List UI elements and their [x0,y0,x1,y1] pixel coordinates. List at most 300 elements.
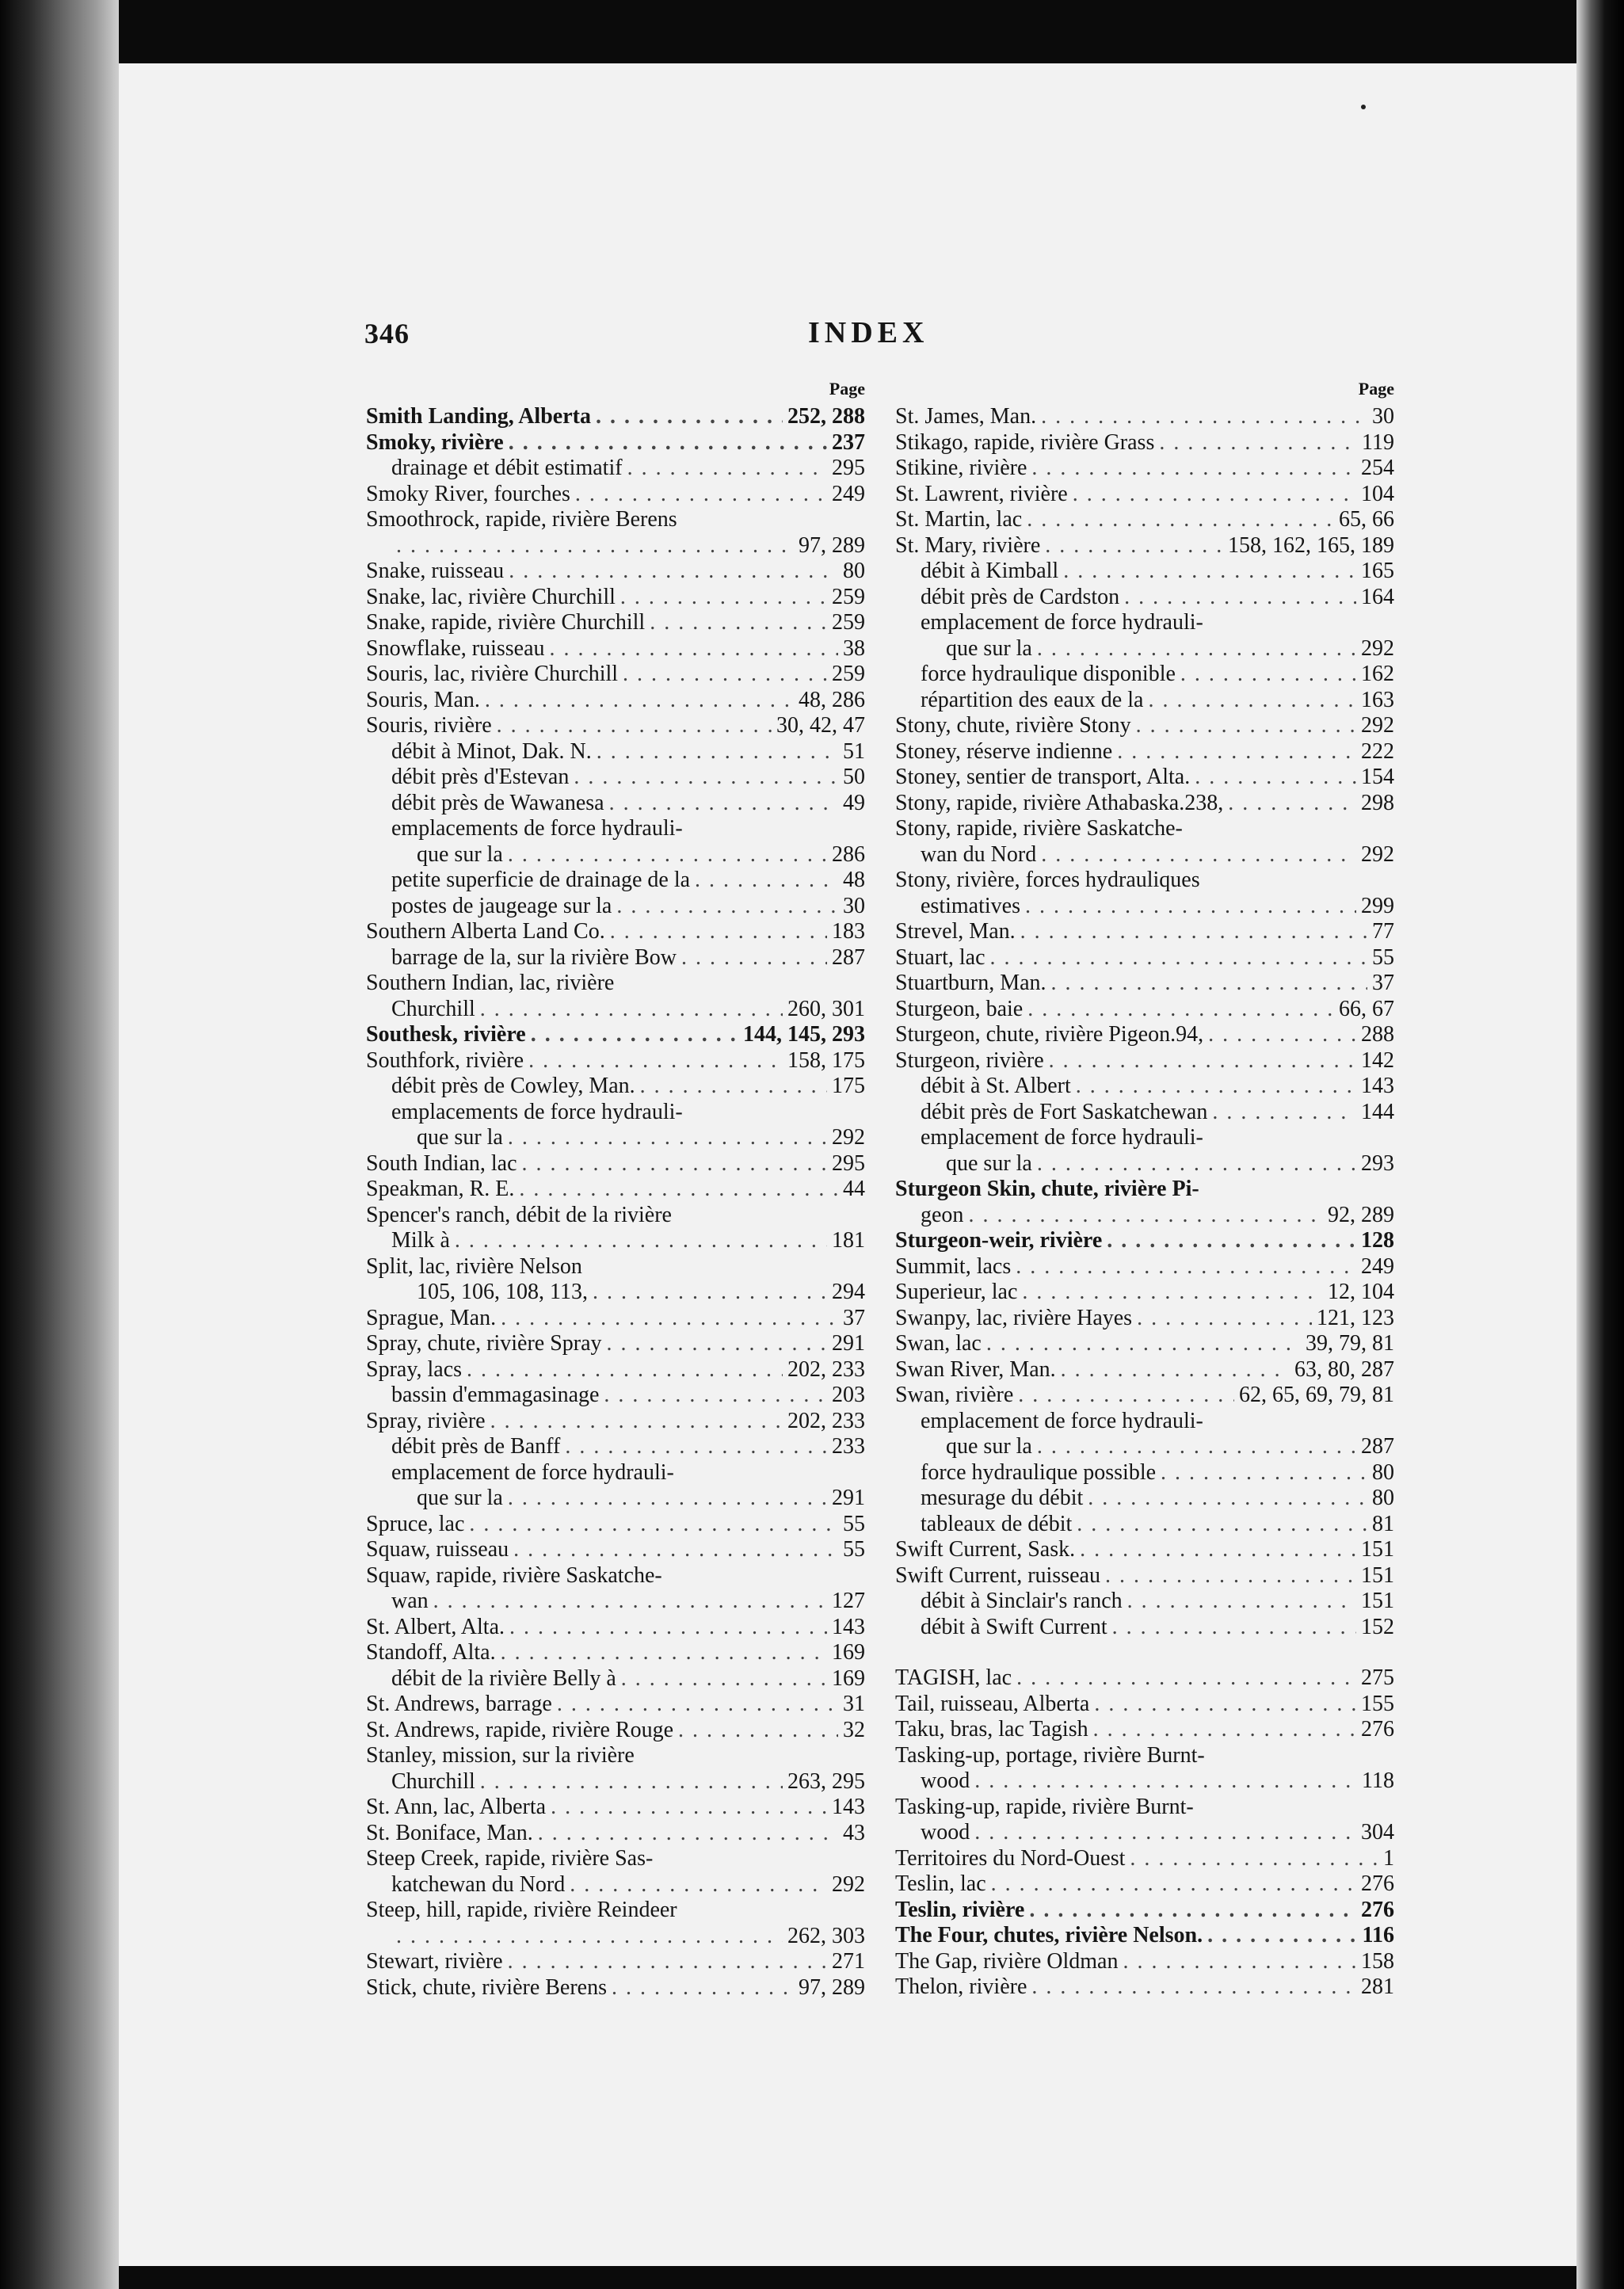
index-entry-label: St. Andrews, barrage [366,1692,552,1716]
dot-leader [640,1074,827,1100]
index-entry-label: Souris, Man. [366,687,480,712]
index-entry [366,1357,865,1383]
dot-leader [1029,1898,1356,1924]
index-entry [895,1254,1394,1280]
index-entry-label: Milk à [391,1228,450,1253]
book-spine-right [1576,0,1624,2289]
index-entry-pages: 260, 301 [787,996,865,1021]
index-entry [366,1949,865,1975]
index-entry-pages: 151 [1361,1537,1394,1562]
dot-leader [469,1512,838,1538]
dot-leader [1063,559,1356,585]
index-entry-label: Snowflake, ruisseau [366,635,545,661]
index-entry-label: Territoires du Nord-Ouest [895,1845,1126,1871]
index-entry-pages: 259 [832,584,865,609]
index-entry-pages: 222 [1361,738,1394,764]
index-entry-label: débit à Kimball [921,559,1059,583]
index-entry [366,1177,865,1203]
index-entry-label: katchewan du Nord [391,1871,566,1897]
index-entry-pages: 50 [843,765,865,789]
index-entry-label: St. Lawrent, rivière [895,481,1068,506]
dot-leader [1031,1974,1356,2001]
dot-leader [1208,1022,1356,1048]
dot-leader [396,533,794,559]
index-entry-pages: 30, 42, 47 [776,713,865,738]
index-entry-pages: 30 [843,893,865,918]
index-entry-pages: 97, 289 [799,1974,865,2000]
index-entry-label: emplacement de force hydrauli- [921,1408,1203,1433]
dot-leader [508,1486,827,1512]
index-entry-pages: 49 [843,790,865,815]
index-entry-label: Spruce, lac [366,1511,465,1536]
dot-leader [538,1821,838,1847]
index-entry-pages: 295 [832,1150,865,1176]
index-entry-pages: 128 [1361,1228,1394,1253]
index-entry [895,404,1394,430]
index-entry-pages: 39, 79, 81 [1306,1331,1394,1356]
dot-leader [1130,1846,1378,1872]
index-entry [895,1923,1394,1949]
index-entry [895,1048,1394,1074]
index-entry-pages: 119 [1362,429,1394,455]
dot-leader [1041,404,1367,430]
index-entry-pages: 292 [832,1871,865,1897]
index-entry-label: débit à St. Albert [921,1074,1071,1098]
index-entry [366,610,865,636]
index-entry [895,610,1394,636]
dot-leader [509,430,827,456]
index-entry-pages: 80 [1372,1459,1394,1485]
index-entry-label: Steep, hill, rapide, rivière Reindeer [366,1898,677,1922]
index-entry [895,688,1394,714]
index-entry-label: que sur la [417,1486,503,1510]
index-entry-label: Sturgeon, rivière [895,1047,1044,1073]
index-entry-label: St. Andrews, rapide, rivière Rouge [366,1717,674,1742]
dot-leader [551,1795,827,1821]
index-entry [366,1100,865,1126]
index-entry-pages: 291 [832,1331,865,1356]
index-entry [366,482,865,508]
index-entry-label: Stony, rapide, rivière Saskatche- [895,816,1183,841]
page-column-label: Page [829,379,865,399]
dot-leader [620,585,827,611]
page-title: INDEX [808,316,929,349]
index-entry [895,662,1394,688]
index-entry-pages: 249 [1361,1253,1394,1279]
index-entry [895,1846,1394,1872]
index-entry-label: Spray, lacs [366,1356,463,1382]
index-entry [366,1589,865,1615]
index-entry [895,482,1394,508]
index-entry [895,1795,1394,1821]
index-entry [895,1228,1394,1254]
index-entry [895,997,1394,1023]
index-entry-pages: 154 [1361,765,1394,789]
index-entry-label: Spray, chute, rivière Spray [366,1331,602,1356]
index-entry-label: débit près de Banff [391,1434,561,1459]
index-entry-pages: 288 [1361,1022,1394,1047]
index-entry-pages: 66, 67 [1339,996,1394,1021]
index-entry [366,1769,865,1795]
index-entry [895,713,1394,739]
index-entry-label: emplacements de force hydrauli- [391,816,683,841]
index-entry-pages: 118 [1362,1768,1394,1793]
index-entry-label: que sur la [417,1125,503,1150]
index-entry-label: Swift Current, ruisseau [895,1562,1100,1588]
index-entry [366,971,865,997]
index-entry [895,1100,1394,1126]
index-entry-pages: 92, 289 [1328,1202,1394,1227]
index-entry [895,1151,1394,1177]
index-entry [895,791,1394,817]
index-entry [895,1177,1394,1203]
index-entry-pages: 169 [832,1665,865,1691]
index-entry [895,1383,1394,1409]
index-entry-pages: 1 [1383,1845,1394,1871]
index-entry-pages: 183 [832,919,865,944]
index-entry [366,636,865,662]
index-entry [895,1717,1394,1743]
dot-leader [968,1203,1323,1229]
index-entry [366,1228,865,1254]
index-entry-label: bassin d'emmagasinage [391,1383,600,1407]
index-entry [895,739,1394,765]
index-entry-label: Sturgeon, chute, rivière Pigeon.94, [895,1022,1204,1047]
index-entry [366,1306,865,1332]
index-entry-pages: 63, 80, 287 [1294,1356,1394,1382]
index-entry-pages: 158, 162, 165, 189 [1228,532,1394,558]
index-entry [366,1846,865,1872]
index-entry-pages: 295 [832,456,865,480]
index-entry [366,1718,865,1744]
index-entry [366,1512,865,1538]
index-entry [895,1949,1394,1975]
index-entry-label: barrage de la, sur la rivière Bow [391,944,677,970]
index-entry-label: emplacement de force hydrauli- [921,610,1203,635]
index-entry-label: estimatives [921,893,1020,918]
dot-leader [695,868,838,894]
index-entry-pages: 142 [1361,1047,1394,1073]
index-entry-label: débit de la rivière Belly à [391,1665,616,1691]
index-entry [895,1460,1394,1486]
index-entry-pages: 144 [1361,1099,1394,1124]
dot-leader [522,1151,827,1177]
index-entry-pages: 163 [1361,687,1394,712]
dot-leader [531,1022,738,1048]
index-entry [895,1665,1394,1692]
index-entry-label: Stanley, mission, sur la rivière [366,1743,635,1768]
index-entry-pages: 143 [832,1614,865,1639]
index-entry-label: Sturgeon-weir, rivière [895,1228,1103,1253]
index-entry [366,1151,865,1177]
index-entry [366,791,865,817]
index-entry-label: Tail, ruisseau, Alberta [895,1691,1090,1716]
index-entry [366,1280,865,1306]
index-entry-label: petite superficie de drainage de la [391,868,691,892]
index-entry-label: Thelon, rivière [895,1974,1027,1999]
index-entry-pages: 275 [1361,1665,1394,1690]
index-entry [366,894,865,920]
index-entry [895,1589,1394,1615]
index-entry-pages: 202, 233 [787,1356,865,1382]
index-entry [895,1306,1394,1332]
index-entry [366,1537,865,1563]
index-entry-label: Stony, chute, rivière Stony [895,713,1131,738]
index-entry-pages: 259 [832,662,865,686]
index-entry-pages: 80 [843,559,865,583]
index-entry-label: débit à Swift Current [921,1614,1107,1639]
index-entry-label: Smoky, rivière [366,429,504,455]
index-entry [895,1280,1394,1306]
dot-leader [1076,1074,1356,1100]
index-entry [895,430,1394,456]
dot-leader [650,610,827,636]
index-entry-pages: 164 [1361,584,1394,609]
index-entry-label: débit à Minot, Dak. N. [391,738,592,764]
index-entry-label: Smoky River, fourches [366,481,570,506]
index-entry-label: Stikago, rapide, rivière Grass [895,429,1155,455]
index-entry [366,1460,865,1486]
index-entry-label: Teslin, rivière [895,1897,1025,1922]
index-entry-label: que sur la [417,841,503,867]
dot-leader [1049,1048,1356,1074]
index-entry [366,1692,865,1718]
index-entry-pages: 271 [832,1949,865,1974]
dot-leader [681,945,827,971]
index-entry-pages: 299 [1361,893,1394,918]
index-entry [366,1640,865,1666]
index-entry [895,842,1394,868]
index-entry [895,1820,1394,1846]
index-entry-pages: 292 [1361,635,1394,661]
dot-leader [1112,1615,1356,1641]
index-entry-pages: 287 [1361,1434,1394,1459]
index-entry-label: Tasking-up, portage, rivière Burnt- [895,1742,1205,1768]
dot-leader [1159,430,1357,456]
index-entry-pages: 55 [843,1511,865,1536]
index-entry [366,1795,865,1821]
dot-leader [1077,1512,1367,1538]
index-entry-pages: 169 [832,1640,865,1665]
index-entry-pages: 293 [1361,1150,1394,1176]
index-entry-pages: 151 [1361,1589,1394,1613]
index-entry [366,662,865,688]
index-entry-label: Sprague, Man. [366,1305,497,1330]
index-entry-pages: 48 [843,868,865,892]
index-entry-label: force hydraulique possible [921,1459,1157,1485]
index-entry-pages: 175 [832,1074,865,1098]
index-entry [366,739,865,765]
index-entry-label: Southern Alberta Land Co. [366,919,605,944]
index-entry [366,1074,865,1100]
index-entry-label: Swan, rivière [895,1383,1014,1407]
index-entry-pages: 237 [832,429,865,455]
index-entry-pages: 43 [843,1820,865,1845]
index-entry-label: tableaux de débit [921,1511,1073,1536]
dot-leader [557,1692,838,1718]
index-entry-label: Sturgeon Skin, chute, rivière Pi- [895,1177,1199,1201]
index-entry-label: Southesk, rivière [366,1022,526,1047]
index-entry [366,919,865,945]
index-entry-pages: 292 [832,1125,865,1150]
index-entry-label: Swan River, Man. [895,1356,1056,1382]
dot-leader [1117,739,1356,765]
index-entry-label: postes de jaugeage sur la [391,893,612,918]
dot-leader [1031,456,1356,482]
index-entry [895,1974,1394,2001]
index-entry-pages: 165 [1361,559,1394,583]
index-entry [366,1975,865,2001]
index-entry [366,559,865,585]
dot-leader [1061,1357,1290,1383]
index-entry [366,1022,865,1048]
dot-leader [480,997,783,1023]
index-entry-pages: 287 [832,944,865,970]
index-entry-pages: 81 [1372,1511,1394,1536]
index-entry-pages: 276 [1361,1717,1394,1742]
index-entry-pages: 48, 286 [799,687,865,712]
index-entry-pages: 233 [832,1434,865,1459]
dot-leader [1148,688,1356,714]
index-entry-pages: 262, 303 [787,1923,865,1948]
index-entry-pages: 158 [1361,1948,1394,1974]
index-entry-label: débit près de Cowley, Man. [391,1074,635,1098]
dot-leader [1020,919,1367,945]
dot-leader [1080,1537,1356,1563]
dot-leader [678,1718,838,1744]
index-entry-label: Superieur, lac [895,1280,1018,1304]
index-entry [366,1743,865,1769]
dot-leader [490,1409,783,1435]
index-entry [366,1203,865,1229]
index-entry [895,919,1394,945]
index-entry-label: Southfork, rivière [366,1047,524,1073]
index-entry-pages: 202, 233 [787,1408,865,1433]
index-entry-label: Strevel, Man. [895,919,1016,944]
index-entry-label: Steep Creek, rapide, rivière Sas- [366,1846,654,1871]
index-entry-pages: 32 [843,1717,865,1742]
index-entry-label: Stewart, rivière [366,1949,503,1974]
dot-leader [501,1640,827,1666]
dot-leader [396,1924,783,1950]
dot-leader [604,1383,827,1409]
index-entry [895,765,1394,791]
index-entry-label: emplacement de force hydrauli- [921,1125,1203,1150]
index-entry [895,585,1394,611]
dot-leader [1136,713,1356,739]
dot-leader [990,945,1367,971]
dot-leader [1105,1563,1356,1589]
dot-leader [623,662,827,688]
dot-leader [1093,1717,1356,1743]
dot-leader [610,919,827,945]
index-entry-label: Taku, bras, lac Tagish [895,1717,1088,1742]
index-entries-right [895,404,1394,2001]
index-entry [366,1409,865,1435]
index-entry-label: Smith Landing, Alberta [366,404,591,429]
dot-leader [1037,636,1356,662]
index-entry-label: emplacement de force hydrauli- [391,1459,674,1485]
index-entry-label: Swan, lac [895,1331,982,1356]
index-entry [366,1048,865,1074]
index-entry-label: Swift Current, Sask. [895,1537,1076,1562]
index-entry-label: Standoff, Alta. [366,1640,496,1665]
dot-leader [596,404,783,430]
dot-leader [575,482,827,508]
index-entry-pages: 104 [1361,481,1394,506]
dot-leader [1045,533,1223,559]
index-entry-label: Souris, lac, rivière Churchill [366,662,619,686]
dot-leader [1123,1949,1356,1975]
index-entry-label: TAGISH, lac [895,1665,1012,1690]
index-entry [366,816,865,842]
page-column-label: Page [1358,379,1394,399]
index-entry-pages: 158, 175 [787,1047,865,1073]
book-spine-left [0,0,119,2289]
index-entry-label: Stony, rivière, forces hydrauliques [895,868,1200,892]
page-number: 346 [364,318,410,349]
dot-leader [609,791,838,817]
index-entry [366,945,865,971]
index-entry-pages: 80 [1372,1486,1394,1510]
dot-leader [570,1872,827,1898]
index-entry-pages: 181 [832,1228,865,1253]
index-entry [895,1743,1394,1769]
dot-leader [1051,971,1367,997]
index-entry-pages: 252, 288 [787,404,865,429]
index-entry [366,997,865,1023]
dot-leader [1180,662,1356,688]
index-entry-label: wood [921,1820,970,1845]
dot-leader [433,1589,827,1615]
dot-leader [1207,1923,1357,1949]
index-entry-label: St. Albert, Alta. [366,1614,505,1639]
dot-leader [1137,1306,1312,1332]
index-entry [895,1434,1394,1460]
index-entry-label: débit près d'Estevan [391,765,570,789]
index-entry-pages: 259 [832,610,865,635]
index-entry [895,1768,1394,1795]
dot-leader [616,894,838,920]
index-entry [895,507,1394,533]
index-entry-label: Split, lac, rivière Nelson [366,1253,582,1279]
index-entry-label: Stikine, rivière [895,456,1027,480]
index-entry-label: Souris, rivière [366,713,492,738]
index-entry-pages: 38 [843,635,865,661]
index-entry-label: Spray, rivière [366,1408,486,1433]
dot-leader [1022,1280,1323,1306]
index-entry-pages: 294 [832,1280,865,1304]
index-entry-pages: 263, 295 [787,1768,865,1794]
index-entry-label: débit à Sinclair's ranch [921,1589,1123,1613]
index-entry-label: Churchill [391,1768,475,1794]
index-entry-pages: 291 [832,1486,865,1510]
index-entry-label: Speakman, R. E. [366,1177,515,1201]
index-entry [366,1254,865,1280]
index-entry-label: que sur la [946,1150,1032,1176]
index-entry-pages: 44 [843,1177,865,1201]
index-entry [366,430,865,456]
index-entry [895,1537,1394,1563]
index-entry [895,1486,1394,1512]
index-entry-label: St. Ann, lac, Alberta [366,1795,547,1819]
index-entry-pages: 116 [1362,1923,1394,1948]
index-entry-label: mesurage du débit [921,1486,1084,1510]
index-entry-pages: 152 [1361,1614,1394,1639]
index-entry [366,842,865,868]
index-entry-label: St. Boniface, Man. [366,1820,533,1845]
index-entry [895,1203,1394,1229]
